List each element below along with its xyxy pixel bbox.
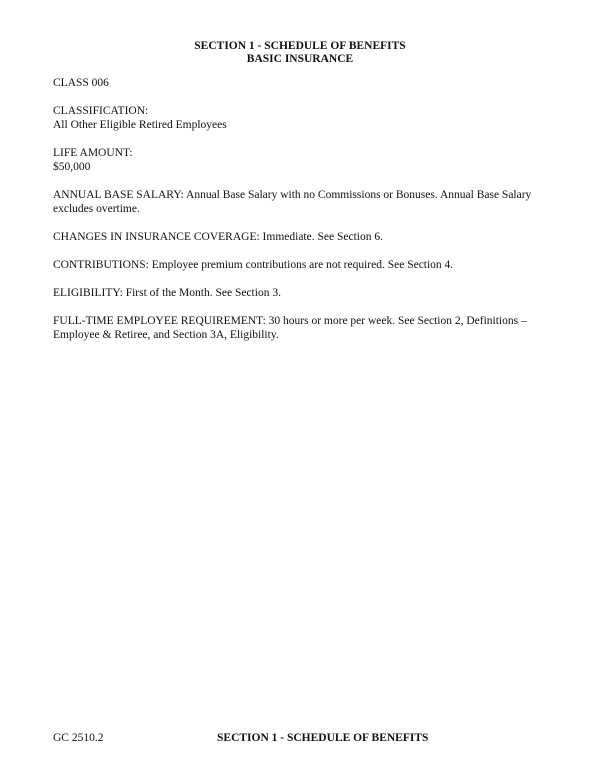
classification-block — [53, 104, 553, 132]
document-body — [53, 76, 553, 356]
footer-form-number: GC 2510.2 — [53, 732, 104, 744]
section-title: SECTION 1 - SCHEDULE OF BENEFITS — [194, 40, 406, 52]
eligibility-paragraph: ELIGIBILITY: First of the Month. See Section 3. — [53, 287, 281, 299]
classification-label: CLASSIFICATION: — [53, 105, 149, 117]
life-amount-label: LIFE AMOUNT: — [53, 147, 133, 159]
section-subtitle: BASIC INSURANCE — [246, 53, 354, 65]
changes-in-coverage-paragraph: CHANGES IN INSURANCE COVERAGE: Immediate. See Section 6. — [53, 231, 383, 243]
contributions-paragraph: CONTRIBUTIONS: Employee premium contributions are not required. See Section 4. — [53, 259, 454, 271]
life-amount-block — [53, 146, 553, 174]
annual-base-salary-paragraph: ANNUAL BASE SALARY: Annual Base Salary with no Commissions or Bonuses. Annual Base Salary excludes overtime. — [53, 189, 532, 215]
full-time-requirement-paragraph: FULL-TIME EMPLOYEE REQUIREMENT: 30 hours or more per week. See Section 2, Definitions – Employee & Retiree, and Section 3A, Eligibility. — [53, 315, 527, 341]
footer-section-title: SECTION 1 - SCHEDULE OF BENEFITS — [217, 732, 429, 744]
class-line: CLASS 006 — [53, 77, 109, 89]
life-amount-value: $50,000 — [53, 161, 91, 173]
document-header — [0, 40, 600, 66]
classification-value: All Other Eligible Retired Employees — [53, 119, 227, 131]
